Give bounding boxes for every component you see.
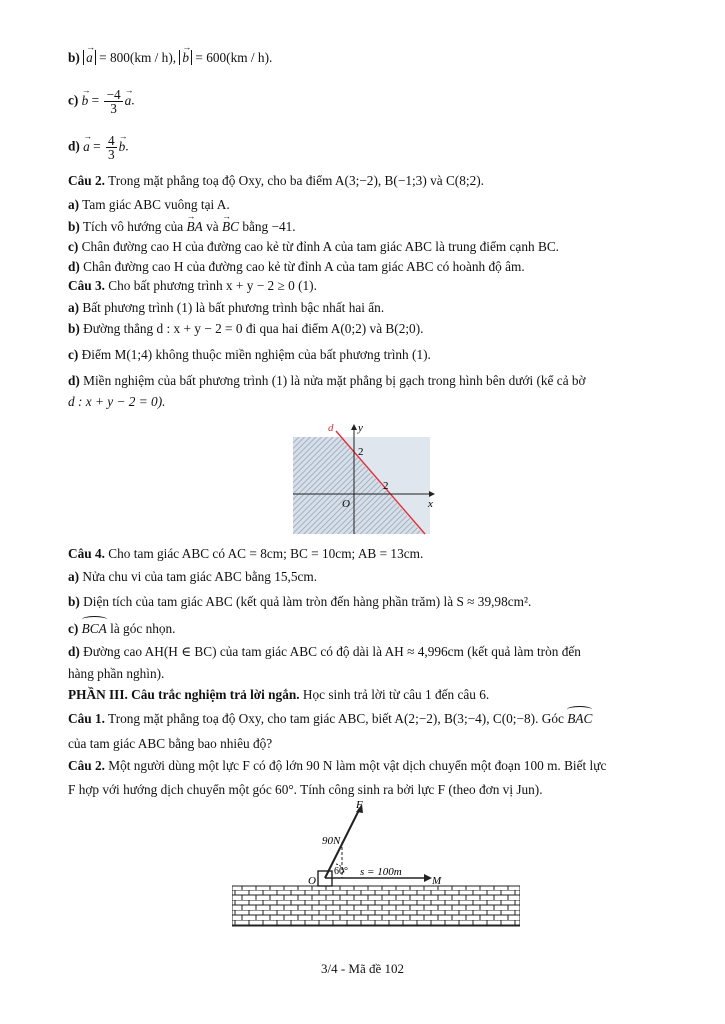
cau4-d-cont: hàng phần nghìn). — [68, 666, 165, 681]
label-d: d — [328, 422, 334, 434]
cau2-c: c) Chân đường cao H của đường cao kẻ từ đỉnh A của tam giác ABC là trung điểm cạnh BC. — [68, 239, 560, 254]
p3-cau1-cont: của tam giác ABC bằng bao nhiêu độ? — [68, 736, 273, 751]
cau3-a: a) Bất phương trình (1) là bất phương trình bậc nhất hai ẩn. — [68, 300, 385, 315]
half-plane-figure — [290, 417, 440, 537]
cau3-c: c) Điểm M(1;4) không thuộc miền nghiệm của bất phương trình (1). — [68, 347, 431, 362]
cau4-b: b) Diện tích của tam giác ABC (kết quả làm tròn đến hàng phần trăm) là S ≈ 39,98cm². — [68, 594, 532, 609]
q1-option-b: b) → a = 800(km / h), → b = 600(km / h). — [68, 49, 685, 66]
p3-cau2: Câu 2. Một người dùng một lực F có độ lớn 90 N làm một vật dịch chuyển một đoạn 100 m. Biết lực — [68, 758, 607, 773]
force-diagram — [232, 800, 520, 930]
label-x: x — [428, 498, 433, 510]
cau3-b: b) Đường thẳng d : x + y − 2 = 0 đi qua hai điểm A(0;2) và B(2;0). — [68, 321, 424, 336]
page-footer: 3/4 - Mã đề 102 — [320, 961, 405, 976]
cau2-stem: Câu 2. Trong mặt phẳng toạ độ Oxy, cho ba điểm A(3;−2), B(−1;3) và C(8;2). — [68, 173, 484, 188]
q1-option-c: c) → b = $\frac{-4}{3}$ → a. — [68, 88, 685, 115]
cau2-d: d) Chân đường cao H của đường cao kẻ từ đỉnh A của tam giác ABC có hoành độ âm. — [68, 259, 525, 274]
cau2-b: b) Tích vô hướng của → BA và → BC bằng −41. — [68, 218, 685, 235]
part3-heading: PHẦN III. Câu trắc nghiệm trả lời ngắn. Học sinh trả lời từ câu 1 đến câu 6. — [68, 687, 490, 702]
q1-option-d: d) → a = $\frac{4}{3}$ → b. — [68, 134, 685, 161]
cau3-d: d) Miền nghiệm của bất phương trình (1) là nửa mặt phẳng bị gạch trong hình bên dưới (kể cả bờ — [68, 373, 586, 388]
cau4-a: a) Nửa chu vi của tam giác ABC bằng 15,5cm. — [68, 569, 318, 584]
label-M: M — [432, 875, 442, 887]
label-y: y — [358, 422, 363, 434]
cau4-d: d) Đường cao AH(H ∈ BC) của tam giác ABC có độ dài là AH ≈ 4,996cm (kết quả làm tròn đến — [68, 644, 581, 659]
label-angle: 60° — [334, 866, 348, 877]
cau3-d-cont: d : x + y − 2 = 0). — [68, 394, 166, 409]
cau4-c: c) BCA là góc nhọn. — [68, 621, 176, 636]
label-F: F — [356, 800, 363, 811]
cau2-a: a) Tam giác ABC vuông tại A. — [68, 197, 230, 212]
label-force: 90N — [322, 835, 341, 847]
tick-y-2: 2 — [358, 446, 364, 458]
p3-cau1: Câu 1. Trong mặt phẳng toạ độ Oxy, cho tam giác ABC, biết A(2;−2), B(3;−4), C(0;−8). Góc BAC — [68, 711, 593, 726]
label-origin: O — [342, 498, 350, 510]
label-s: s = 100m — [360, 866, 402, 878]
cau4-stem: Câu 4. Cho tam giác ABC có AC = 8cm; BC = 10cm; AB = 13cm. — [68, 546, 424, 561]
ground — [232, 886, 520, 926]
label-O: O — [308, 875, 316, 887]
cau3-stem: Câu 3. Cho bất phương trình x + y − 2 ≥ 0 (1). — [68, 278, 317, 293]
p3-cau2-cont: F hợp với hướng dịch chuyển một góc 60°. Tính công sinh ra bởi lực F (theo đơn vị Jun). — [68, 782, 543, 797]
tick-x-2: 2 — [383, 480, 389, 492]
